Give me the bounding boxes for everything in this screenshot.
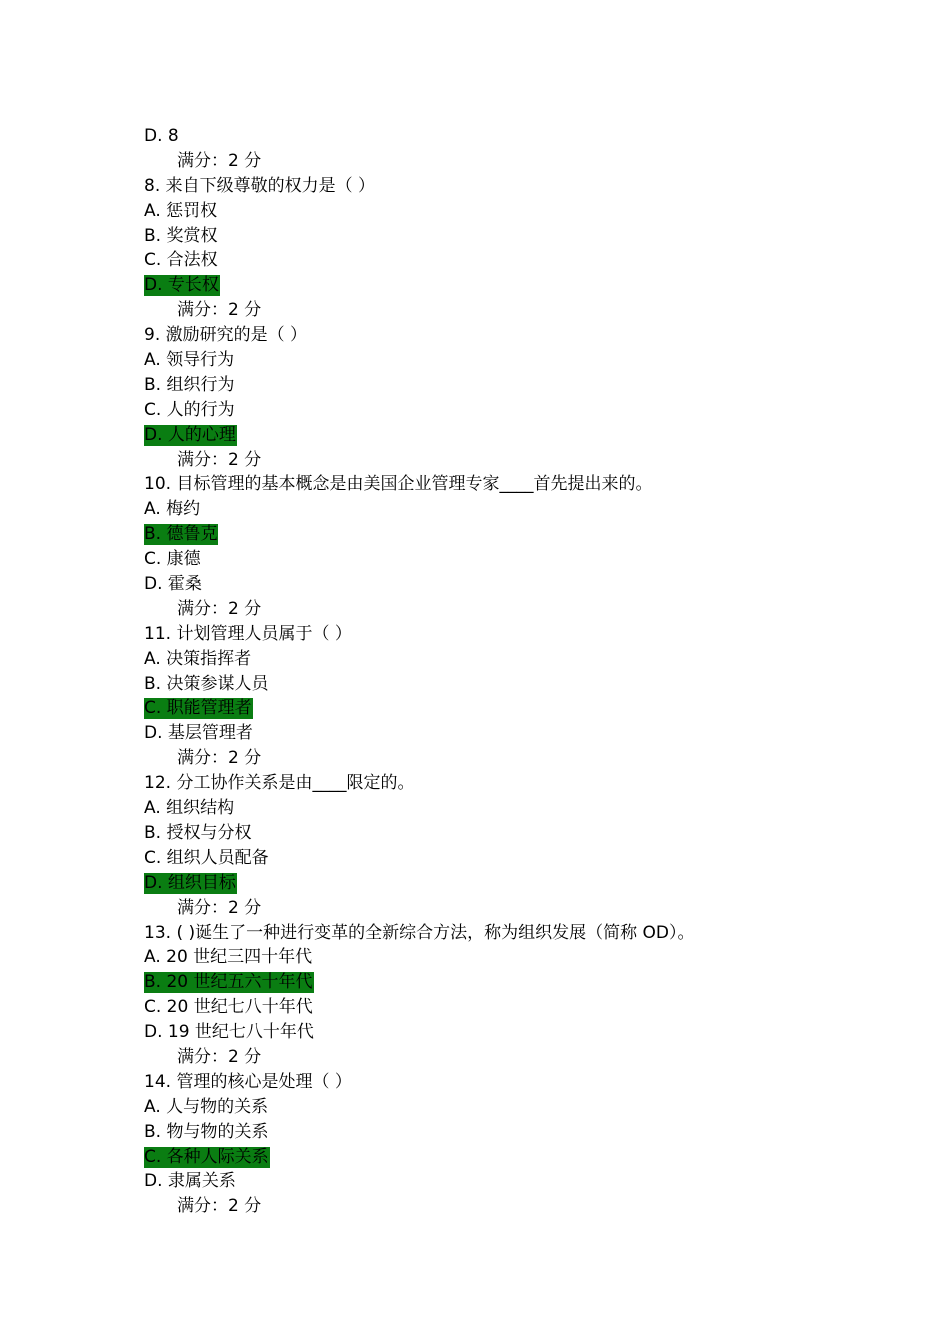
line-text: A. 惩罚权 xyxy=(144,200,218,221)
answer-option xyxy=(144,796,904,821)
line-text: 满分：2 分 xyxy=(177,748,262,769)
question-text xyxy=(144,771,904,796)
line-text: 10. 目标管理的基本概念是由美国企业管理专家____首先提出来的。 xyxy=(144,474,653,495)
highlighted-answer-text: D. 人的心理 xyxy=(144,424,236,445)
answer-option xyxy=(144,497,904,522)
line-text: D. 基层管理者 xyxy=(144,723,253,744)
highlighted-answer-text: D. 专长权 xyxy=(144,275,219,296)
answer-option xyxy=(144,348,904,373)
answer-option xyxy=(144,721,904,746)
score-label xyxy=(144,1045,904,1070)
line-text: B. 授权与分权 xyxy=(144,822,252,843)
line-text: 11. 计划管理人员属于（ ） xyxy=(144,623,352,644)
question-text xyxy=(144,472,904,497)
answer-option xyxy=(144,995,904,1020)
line-text: 8. 来自下级尊敬的权力是（ ） xyxy=(144,175,376,196)
answer-option-selected xyxy=(144,871,904,896)
question-text xyxy=(144,323,904,348)
answer-option xyxy=(144,1020,904,1045)
quiz-document xyxy=(144,124,904,1219)
line-text: B. 奖赏权 xyxy=(144,225,218,246)
answer-option xyxy=(144,821,904,846)
line-text: 满分：2 分 xyxy=(177,300,262,321)
line-text: C. 人的行为 xyxy=(144,399,235,420)
answer-option xyxy=(144,1169,904,1194)
line-text: C. 组织人员配备 xyxy=(144,847,269,868)
answer-option xyxy=(144,945,904,970)
line-text: D. 霍桑 xyxy=(144,574,202,595)
line-text: 9. 激励研究的是（ ） xyxy=(144,325,308,346)
line-text: D. 隶属关系 xyxy=(144,1171,236,1192)
answer-option xyxy=(144,373,904,398)
line-text: 满分：2 分 xyxy=(177,150,262,171)
answer-option xyxy=(144,1120,904,1145)
line-text: 满分：2 分 xyxy=(177,897,262,918)
answer-option xyxy=(144,248,904,273)
line-text: 14. 管理的核心是处理（ ） xyxy=(144,1071,352,1092)
line-text: 12. 分工协作关系是由____限定的。 xyxy=(144,773,415,794)
line-text: A. 20 世纪三四十年代 xyxy=(144,947,313,968)
line-text: B. 组织行为 xyxy=(144,374,235,395)
line-text: C. 康德 xyxy=(144,549,201,570)
highlighted-answer-text: B. 20 世纪五六十年代 xyxy=(144,972,313,993)
question-text xyxy=(144,1070,904,1095)
line-text: 13. ( )诞生了一种进行变革的全新综合方法，称为组织发展（简称 OD）。 xyxy=(144,922,695,943)
line-text: 满分：2 分 xyxy=(177,598,262,619)
line-text: A. 梅约 xyxy=(144,499,201,520)
line-text: C. 合法权 xyxy=(144,250,218,271)
answer-option xyxy=(144,398,904,423)
highlighted-answer-text: B. 德鲁克 xyxy=(144,524,218,545)
line-text: B. 物与物的关系 xyxy=(144,1121,269,1142)
question-text xyxy=(144,622,904,647)
answer-option-selected xyxy=(144,1145,904,1170)
score-label xyxy=(144,896,904,921)
question-text xyxy=(144,921,904,946)
score-label xyxy=(144,149,904,174)
highlighted-answer-text: D. 组织目标 xyxy=(144,872,236,893)
line-text: 满分：2 分 xyxy=(177,1196,262,1217)
answer-option-selected xyxy=(144,522,904,547)
answer-option xyxy=(144,547,904,572)
answer-option xyxy=(144,672,904,697)
answer-option xyxy=(144,199,904,224)
line-text: A. 组织结构 xyxy=(144,798,235,819)
line-text: B. 决策参谋人员 xyxy=(144,673,269,694)
line-text: D. 8 xyxy=(144,126,179,146)
highlighted-answer-text: C. 职能管理者 xyxy=(144,698,252,719)
answer-option xyxy=(144,647,904,672)
line-text: 满分：2 分 xyxy=(177,1046,262,1067)
answer-option-selected xyxy=(144,696,904,721)
answer-option-selected xyxy=(144,970,904,995)
highlighted-answer-text: C. 各种人际关系 xyxy=(144,1146,269,1167)
score-label xyxy=(144,746,904,771)
line-text: A. 人与物的关系 xyxy=(144,1096,269,1117)
answer-option-selected xyxy=(144,273,904,298)
line-text: A. 决策指挥者 xyxy=(144,648,252,669)
answer-option xyxy=(144,572,904,597)
answer-option xyxy=(144,846,904,871)
score-label xyxy=(144,1194,904,1219)
score-label xyxy=(144,298,904,323)
score-label xyxy=(144,597,904,622)
answer-option xyxy=(144,124,904,149)
score-label xyxy=(144,448,904,473)
answer-option xyxy=(144,1095,904,1120)
line-text: D. 19 世纪七八十年代 xyxy=(144,1022,314,1043)
line-text: C. 20 世纪七八十年代 xyxy=(144,997,313,1018)
line-text: 满分：2 分 xyxy=(177,449,262,470)
answer-option-selected xyxy=(144,423,904,448)
line-text: A. 领导行为 xyxy=(144,350,235,371)
question-text xyxy=(144,174,904,199)
answer-option xyxy=(144,224,904,249)
